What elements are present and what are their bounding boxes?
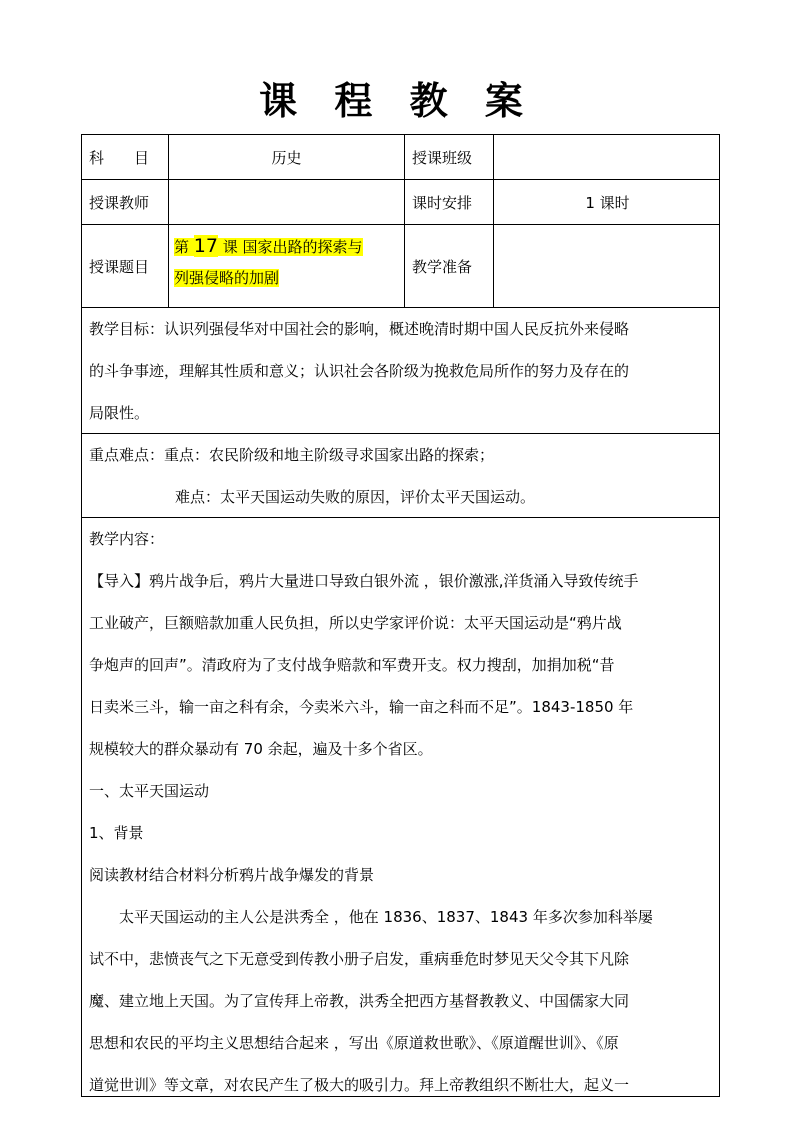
reading-instruction: 阅读教材结合材料分析鸦片战争爆发的背景: [89, 866, 375, 884]
topic-value: [169, 225, 405, 307]
paragraph-line: 道觉世训》等文章，对农民产生了极大的吸引力。拜上帝教组织不断壮大，起义一: [89, 1076, 630, 1094]
teaching-content-text: [89, 518, 715, 1097]
section-heading: 一、太平天国运动: [89, 782, 210, 800]
key-points-text: [89, 434, 715, 518]
lesson-plan-table: [81, 134, 720, 1097]
intro-line: 工业破产，巨额赔款加重人民负担，所以史学家评价说：太平天国运动是“鸦片战: [89, 614, 622, 632]
difficulty-line: 难点：太平天国运动失败的原因，评价太平天国运动。: [175, 488, 536, 506]
paragraph-line: 试不中，悲愤丧气之下无意受到传教小册子启发，重病垂危时梦见天父令其下凡除: [89, 950, 630, 968]
topic-line1: 课 国家出路的探索与: [217, 238, 363, 256]
topic-label: 授课题目: [82, 225, 169, 307]
topic-line2: 列强侵略的加剧: [174, 269, 280, 287]
hours-value: 1 课时: [585, 193, 630, 212]
key-point-line: 重点难点：重点：农民阶级和地主阶级寻求国家出路的探索；: [89, 446, 495, 464]
table-row: [82, 225, 719, 308]
topic-prefix: 第: [174, 238, 194, 256]
teacher-value: [169, 180, 405, 224]
teaching-goals-text: [89, 308, 715, 434]
paragraph-line: 思想和农民的平均主义思想结合起来 ，写出《原道救世歌》、《原道醒世训》、《原: [89, 1034, 619, 1052]
table-row: [82, 135, 719, 180]
teacher-label: 授课教师: [82, 180, 169, 224]
topic-lesson-number: 17: [193, 235, 218, 257]
teaching-content-section: [82, 518, 719, 1097]
intro-line: 【导入】鸦片战争后，鸦片大量进口导致白银外流 ，银价激涨,洋货涌入导致传统手: [89, 572, 639, 590]
goals-line: 的斗争事迹，理解其性质和意义；认识社会各阶级为挽救危局所作的努力及存在的: [89, 362, 630, 380]
paragraph-line: 太平天国运动的主人公是洪秀全 ，他在 1836、1837、1843 年多次参加科举屡: [119, 908, 653, 926]
intro-line: 日卖米三斗，输一亩之科有余，今卖米六斗，输一亩之科而不足”。1843-1850 年: [89, 698, 634, 716]
class-value: [494, 135, 720, 179]
paragraph-line: 魔、建立地上天国。为了宣传拜上帝教，洪秀全把西方基督教教义、中国儒家大同: [89, 992, 630, 1010]
teaching-goals-section: [82, 308, 719, 434]
subject-value: 历史: [169, 135, 405, 179]
prep-value: [494, 225, 720, 307]
key-points-section: [82, 434, 719, 518]
goals-line: 教学目标：认识列强侵华对中国社会的影响，概述晚清时期中国人民反抗外来侵略: [89, 320, 630, 338]
prep-label: 教学准备: [405, 225, 494, 307]
intro-line: 争炮声的回声”。清政府为了支付战争赔款和军费开支。权力搜刮，加捐加税“昔: [89, 656, 615, 674]
content-heading: 教学内容：: [89, 530, 165, 548]
hours-label: 课时安排: [405, 180, 494, 224]
goals-line: 局限性。: [89, 404, 150, 422]
subsection-heading: 1、背景: [89, 824, 144, 842]
intro-line: 规模较大的群众暴动有 70 余起，遍及十多个省区。: [89, 740, 433, 758]
document-title: 课 程 教 案: [259, 79, 535, 123]
table-row: [82, 180, 719, 225]
class-label: 授课班级: [405, 135, 494, 179]
subject-label: 科 目: [82, 135, 169, 179]
